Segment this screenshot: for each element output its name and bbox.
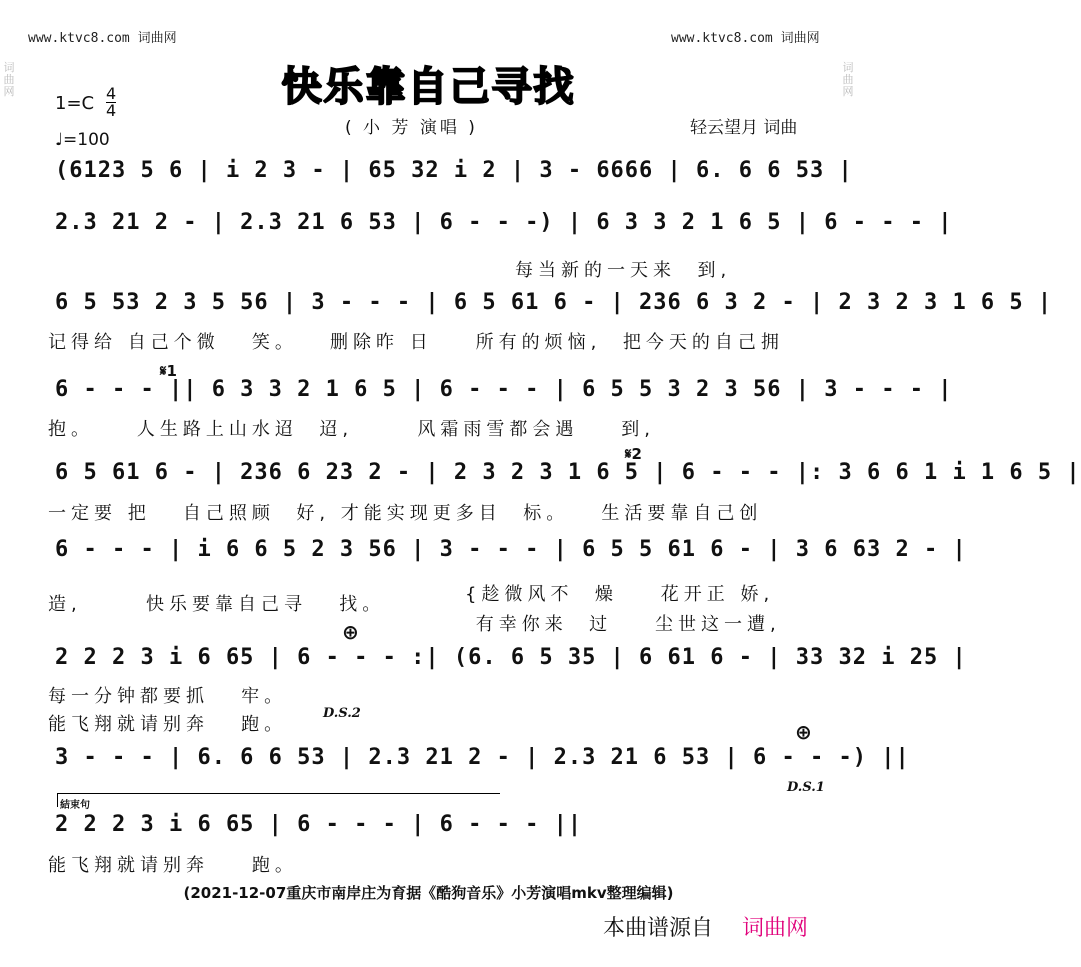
notation-line-5: 6 5 61 6 - | 236 6 23 2 - | 2 3 2 3 1 6 5 | 6 - - - |: 3 6 6 1 i 1 6 5 | [55,460,1081,485]
lyric-line-5b: 有幸你来 过 尘世这一遭, [465,614,781,635]
side-watermark-left: 词曲网 [3,61,15,98]
singer-credit: ( 小 芳 演唱 ) [345,118,478,138]
coda-2: ⊕ [795,720,812,744]
lyric-line-3: 抱。 人生路上山水迢 迢, 风霜雨雪都会遇 到, [48,419,655,440]
notation-line-1: (6123 5 6 | i 2 3 - | 65 32 i 2 | 3 - 6666 | 6. 6 6 53 | [55,158,853,183]
song-title: 快乐靠自己寻找 [281,64,576,110]
footer-note: (2021-12-07重庆市南岸庄为育据《酷狗音乐》小芳演唱mkv整理编辑) [183,884,674,902]
source-text: 本曲谱源自 [603,916,714,941]
time-signature: 4 4 [106,84,117,120]
lyric-line-6: 每一分钟都要抓 牢。 [48,686,288,707]
lyric-line-1: 每当新的一天来 到, [515,260,732,281]
ending-bracket-side [57,793,59,807]
author-credit: 轻云望月 词曲 [690,118,798,138]
notation-line-7: 2 2 2 3 i 6 65 | 6 - - - :| (6. 6 5 35 | 6 61 6 - | 33 32 i 25 | [55,645,967,670]
lyric-line-5a: {趁微风不 燥 花开正 娇, [465,584,775,605]
notation-line-3: 6 5 53 2 3 5 56 | 3 - - - | 6 5 61 6 - | 236 6 3 2 - | 2 3 2 3 1 6 5 | [55,290,1053,315]
notation-line-2: 2.3 21 2 - | 2.3 21 6 53 | 6 - - -) | 6 3 3 2 1 6 5 | 6 - - - | [55,210,953,235]
source-site-link[interactable]: 词曲网 [742,916,809,941]
ending-bracket [57,793,500,796]
ending-label: 結束句 [60,800,90,811]
watermark-right: www.ktvc8.com 词曲网 [671,31,820,46]
tempo-mark: ♩=100 [55,130,110,150]
ds2-mark: D.S.2 [323,706,361,721]
lyric-line-8: 能飞翔就请别奔 跑。 [48,855,298,876]
notation-line-8: 3 - - - | 6. 6 6 53 | 2.3 21 2 - | 2.3 21 6 53 | 6 - - -) || [55,745,910,770]
notation-line-9: 2 2 2 3 i 6 65 | 6 - - - | 6 - - - || [55,812,583,837]
lyric-line-5: 造, 快乐要靠自己寻 找。 [48,594,386,615]
coda-1: ⊕ [342,620,359,644]
side-watermark-right: 词曲网 [842,61,854,98]
lyric-line-2: 记得给 自己个微 笑。 删除昨 日 所有的烦恼, 把今天的自己拥 [48,332,784,353]
segno-1: 𝄋1 [160,362,177,380]
notation-line-6: 6 - - - | i 6 6 5 2 3 56 | 3 - - - | 6 5 5 61 6 - | 3 6 63 2 - | [55,537,967,562]
segno-2: 𝄋2 [625,445,642,463]
watermark-left: www.ktvc8.com 词曲网 [28,31,177,46]
lyric-line-7: 能飞翔就请别奔 跑。 [48,714,288,735]
notation-line-4: 6 - - - || 6 3 3 2 1 6 5 | 6 - - - | 6 5 5 3 2 3 56 | 3 - - - | [55,377,953,402]
key-signature: 1=C [55,93,95,114]
ds1-mark: D.S.1 [787,780,825,795]
lyric-line-4: 一定要 把 自己照顾 好, 才能实现更多目 标。 生活要靠自己创 [48,503,763,524]
